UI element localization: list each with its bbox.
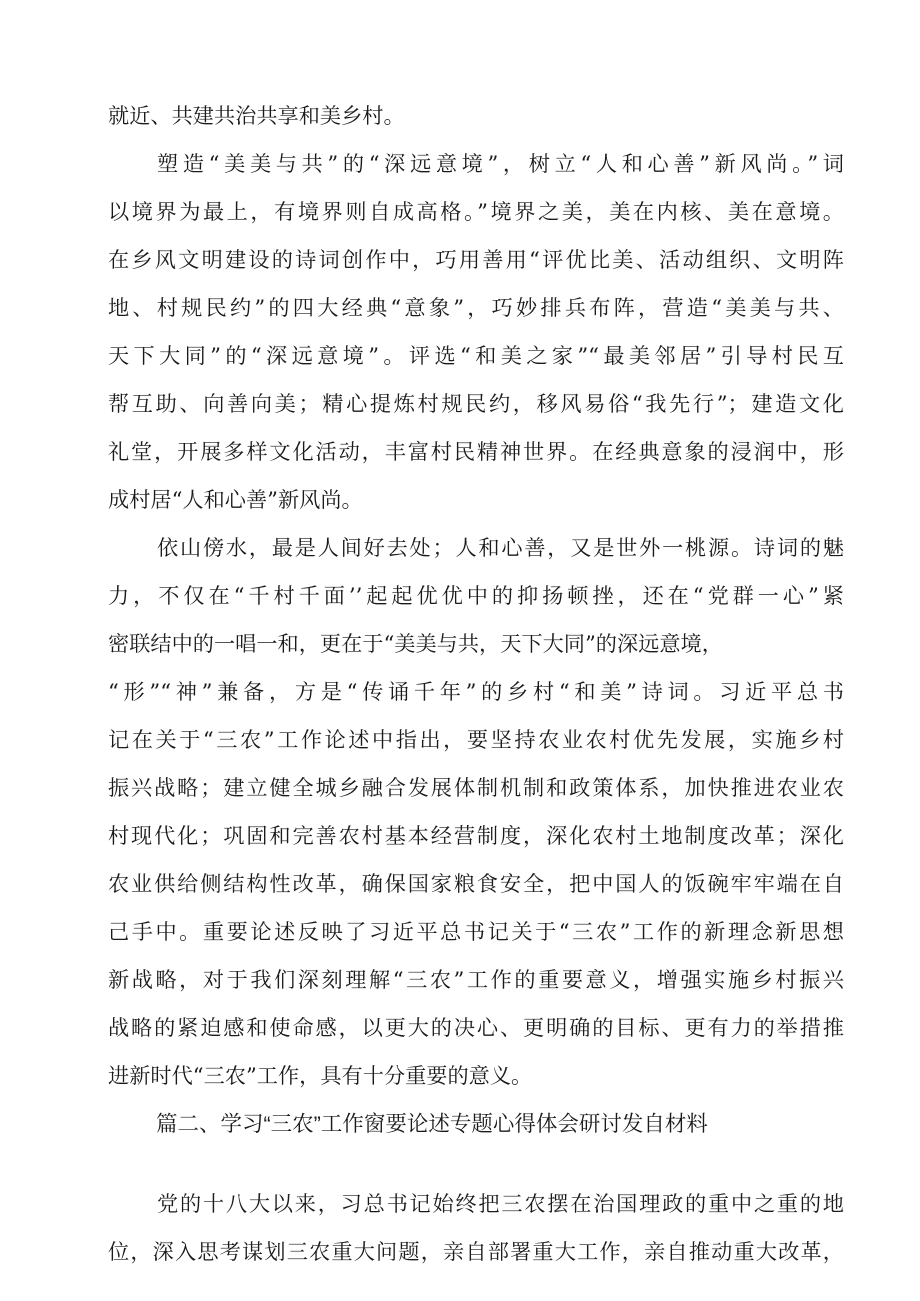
- paragraph-line: 塑造“美美与共”的“深远意境”，树立“人和心善”新风尚。”词: [157, 151, 844, 176]
- paragraph-line: 进新时代“三农”工作，具有十分重要的意义。: [108, 1063, 533, 1088]
- section-heading: 篇二、学习“三农”工作窗要论述专题心得体会研讨发自材料: [156, 1112, 708, 1136]
- paragraph-line: 依山傍水，最是人间好去处；人和心善，又是世外一桃源。诗词的魅: [157, 535, 844, 560]
- paragraph-line: 己手中。重要论述反映了习近平总书记关于“三农”工作的新理念新思想: [108, 919, 844, 944]
- paragraph-line: 记在关于“三农”工作论述中指出，要坚持农业农村优先发展，实施乡村: [108, 727, 844, 752]
- paragraph-line: 天下大同”的“深远意境”。评选“和美之家”“最美邻居”引导村民互: [108, 343, 844, 368]
- paragraph-line: 位，深入思考谋划三农重大问题，亲自部署重大工作，亲自推动重大改革，: [108, 1239, 844, 1264]
- paragraph-line: 密联结中的一唱一和，更在于“美美与共，天下大同”的深远意境，: [108, 631, 723, 656]
- paragraph-line: 礼堂，开展多样文化活动，丰富村民精神世界。在经典意象的浸润中，形: [108, 439, 844, 464]
- paragraph-line: 村现代化；巩固和完善农村基本经营制度，深化农村土地制度改革；深化: [108, 823, 844, 848]
- paragraph-line: 以境界为最上，有境界则自成高格。”境界之美，美在内核、美在意境。: [108, 199, 844, 224]
- paragraph-line: 振兴战略；建立健全城乡融合发展体制机制和政策体系，加快推进农业农: [108, 775, 844, 800]
- paragraph-line: “形”“神”兼备，方是“传诵千年”的乡村“和美”诗词。习近平总书: [108, 679, 844, 704]
- paragraph-line: 成村居“人和心善”新风尚。: [108, 487, 363, 512]
- paragraph-line: 党的十八大以来，习总书记始终把三农摆在治国理政的重中之重的地: [157, 1191, 844, 1216]
- paragraph-line: 战略的紧迫感和使命感，以更大的决心、更明确的目标、更有力的举措推: [108, 1015, 844, 1040]
- paragraph-line: 帮互助、向善向美；精心提炼村规民约，移风易俗“我先行”；建造文化: [108, 391, 844, 416]
- paragraph-line: 在乡风文明建设的诗词创作中，巧用善用“评优比美、活动组织、文明阵: [108, 247, 844, 272]
- paragraph-line: 新战略，对于我们深刻理解“三农”工作的重要意义，增强实施乡村振兴: [108, 967, 844, 992]
- paragraph-line: 就近、共建共治共享和美乡村。: [108, 103, 405, 128]
- paragraph-line: 地、村规民约”的四大经典“意象”，巧妙排兵布阵，营造“美美与共、: [108, 295, 844, 320]
- paragraph-line: 力，不仅在“千村千面’’起起优优中的抑扬顿挫，还在“党群一心”紧: [108, 583, 844, 608]
- paragraph-line: 农业供给侧结构性改革，确保国家粮食安全，把中国人的饭碗牢牢端在自: [108, 871, 844, 896]
